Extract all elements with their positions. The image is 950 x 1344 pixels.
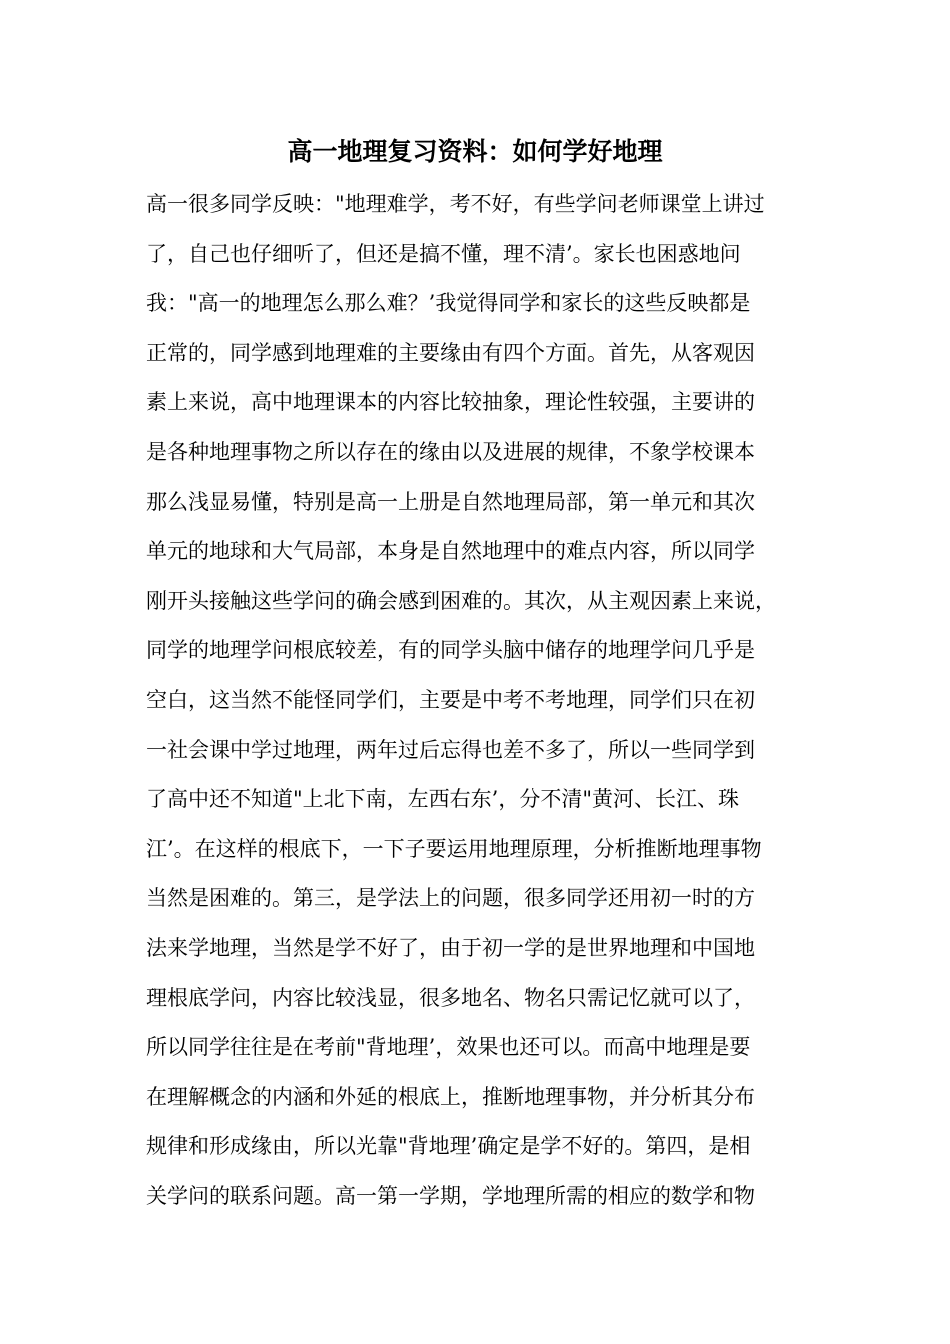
body-line: 理根底学问，内容比较浅显，很多地名、物名只需记忆就可以了，	[146, 985, 755, 1010]
body-line: 正常的，同学感到地理难的主要缘由有四个方面。首先，从客观因	[146, 340, 755, 365]
body-line: 当然是困难的。第三，是学法上的问题，很多同学还用初一时的方	[146, 886, 755, 911]
document-title: 高一地理复习资料：如何学好地理	[287, 137, 663, 166]
body-line: 是各种地理事物之所以存在的缘由以及进展的规律，不象学校课本	[146, 439, 755, 464]
body-line: 那么浅显易懂，特别是高一上册是自然地理局部，第一单元和其次	[146, 489, 755, 514]
body-line: 高一很多同学反映："地理难学，考不好，有些学问老师课堂上讲过	[146, 192, 765, 216]
body-line: 法来学地理，当然是学不好了，由于初一学的是世界地理和中国地	[146, 935, 755, 960]
body-line: 一社会课中学过地理，两年过后忘得也差不多了，所以一些同学到	[146, 737, 755, 762]
body-line: 关学问的联系问题。高一第一学期，学地理所需的相应的数学和物	[146, 1183, 755, 1208]
body-line: 刚开头接触这些学问的确会感到困难的。其次，从主观因素上来说，	[146, 588, 776, 613]
body-line: 了，自己也仔细听了，但还是搞不懂，理不清’。家长也困惑地问	[146, 241, 741, 266]
document-body	[146, 180, 826, 1221]
body-line: 在理解概念的内涵和外延的根底上，推断地理事物，并分析其分布	[146, 1084, 755, 1109]
body-line: 空白，这当然不能怪同学们，主要是中考不考地理，同学们只在初	[146, 687, 755, 712]
body-line: 了高中还不知道"上北下南，左西右东’，分不清"黄河、长江、珠	[146, 787, 739, 812]
body-line: 所以同学往往是在考前"背地理’，效果也还可以。而高中地理是要	[146, 1035, 751, 1060]
body-line: 我："高一的地理怎么那么难？’我觉得同学和家长的这些反映都是	[146, 291, 751, 316]
body-line: 江’。在这样的根底下，一下子要运用地理原理，分析推断地理事物	[146, 836, 762, 861]
body-line: 素上来说，高中地理课本的内容比较抽象，理论性较强，主要讲的	[146, 390, 755, 415]
body-line: 单元的地球和大气局部，本身是自然地理中的难点内容，所以同学	[146, 539, 755, 564]
body-line: 同学的地理学问根底较差，有的同学头脑中储存的地理学问几乎是	[146, 638, 755, 663]
body-line: 规律和形成缘由，所以光靠"背地理’确定是学不好的。第四，是相	[146, 1134, 751, 1159]
